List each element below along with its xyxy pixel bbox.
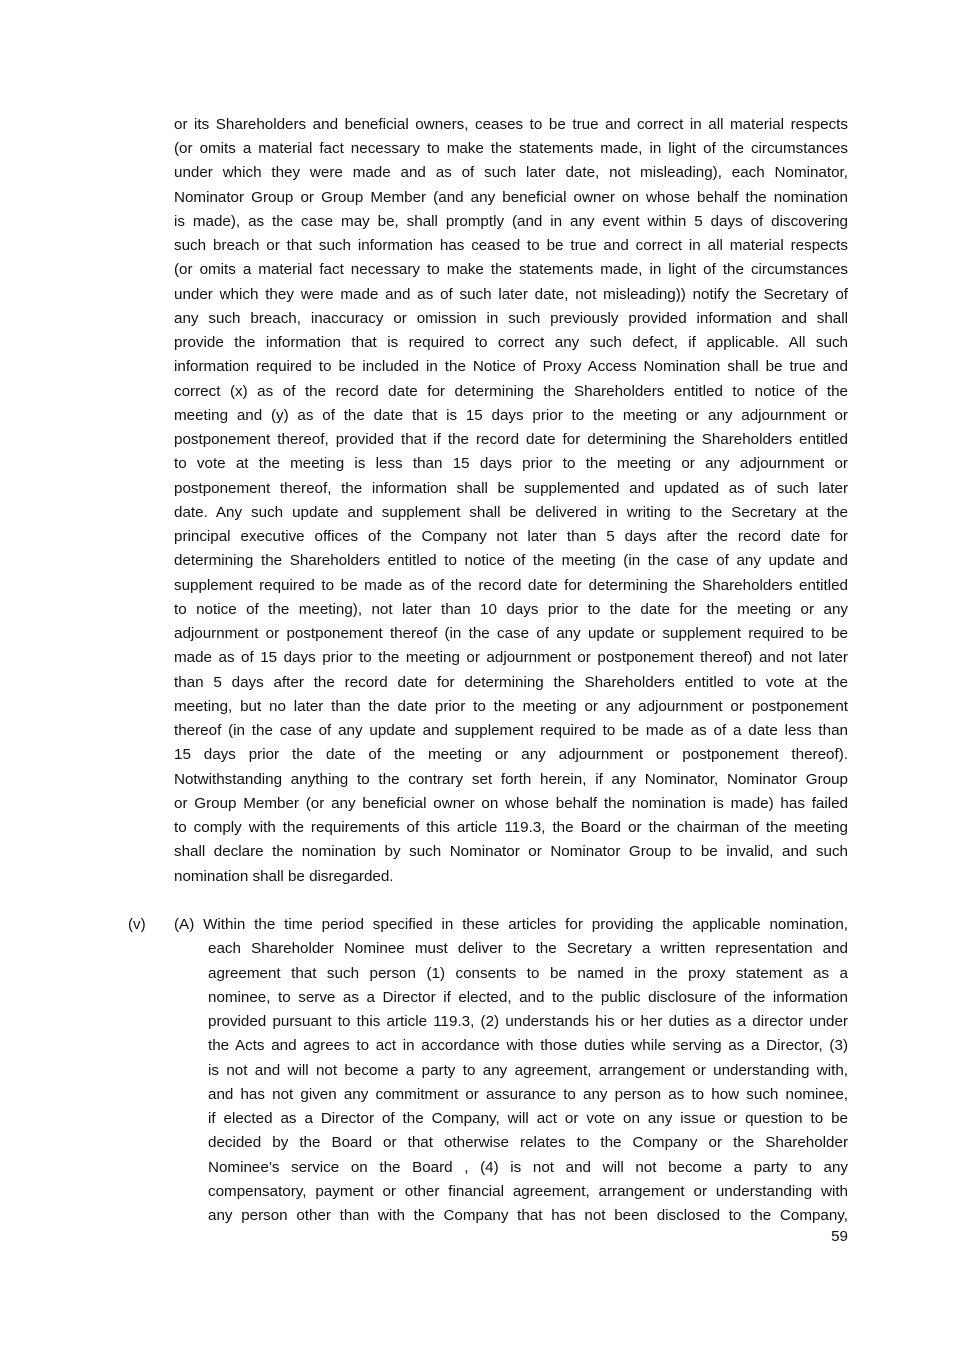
list-marker: (v) (128, 916, 146, 933)
text-line: than 5 days after the record date for determining the Shareholders entitled to vote at the (174, 674, 848, 691)
text-line: any such breach, inaccuracy or omission in such previously provided information and shall (174, 310, 848, 327)
text-line: postponement thereof, the information shall be supplemented and updated as of such later (174, 480, 848, 497)
text-line: or its Shareholders and beneficial owners, ceases to be true and correct in all material respects (174, 116, 848, 133)
text-line: under which they were made and as of such later date, not misleading)) notify the Secretary of (174, 286, 848, 303)
text-line: Nominee’s service on the Board , (4) is not and will not become a party to any (208, 1159, 848, 1176)
text-line: or Group Member (or any beneficial owner on whose behalf the nomination is made) has failed (174, 795, 848, 812)
text-line: Nominator Group or Group Member (and any beneficial owner on whose behalf the nomination (174, 189, 848, 206)
text-line: any person other than with the Company that has not been disclosed to the Company, (208, 1207, 848, 1224)
page-number: 59 (831, 1228, 848, 1245)
text-line: compensatory, payment or other financial agreement, arrangement or understanding with (208, 1183, 848, 1200)
text-line: made as of 15 days prior to the meeting or adjournment or postponement thereof) and not later (174, 649, 848, 666)
text-line: under which they were made and as of such later date, not misleading), each Nominator, (174, 164, 848, 181)
text-line: information required to be included in the Notice of Proxy Access Nomination shall be true and (174, 358, 848, 375)
text-line: is not and will not become a party to any agreement, arrangement or understanding with, (208, 1062, 848, 1079)
text-line: agreement that such person (1) consents to be named in the proxy statement as a (208, 965, 848, 982)
text-line: to vote at the meeting is less than 15 days prior to the meeting or any adjournment or (174, 455, 848, 472)
text-line: such breach or that such information has ceased to be true and correct in all material respects (174, 237, 848, 254)
text-line: (or omits a material fact necessary to make the statements made, in light of the circumstances (174, 140, 848, 157)
text-line: to notice of the meeting), not later than 10 days prior to the date for the meeting or any (174, 601, 848, 618)
text-line: each Shareholder Nominee must deliver to the Secretary a written representation and (208, 940, 848, 957)
text-line: provide the information that is required to correct any such defect, if applicable. All such (174, 334, 848, 351)
text-line: principal executive offices of the Company not later than 5 days after the record date for (174, 528, 848, 545)
text-line: if elected as a Director of the Company, will act or vote on any issue or question to be (208, 1110, 848, 1127)
text-line: and has not given any commitment or assurance to any person as to how such nominee, (208, 1086, 848, 1103)
text-line: postponement thereof, provided that if the record date for determining the Shareholders entitled (174, 431, 848, 448)
text-line: nominee, to serve as a Director if elected, and to the public disclosure of the information (208, 989, 848, 1006)
text-line: the Acts and agrees to act in accordance with those duties while serving as a Director, (3) (208, 1037, 848, 1054)
text-line: determining the Shareholders entitled to notice of the meeting (in the case of any update and (174, 552, 848, 569)
text-line: Notwithstanding anything to the contrary set forth herein, if any Nominator, Nominator Group (174, 771, 848, 788)
text-line: supplement required to be made as of the record date for determining the Shareholders entitled (174, 577, 848, 594)
text-line: nomination shall be disregarded. (174, 868, 394, 885)
text-line: meeting, but no later than the date prior to the meeting or any adjournment or postponement (174, 698, 848, 715)
text-line: date. Any such update and supplement shall be delivered in writing to the Secretary at the (174, 504, 848, 521)
text-line: adjournment or postponement thereof (in the case of any update or supplement required to be (174, 625, 848, 642)
text-line: provided pursuant to this article 119.3, (2) understands his or her duties as a director under (208, 1013, 848, 1030)
text-line: 15 days prior the date of the meeting or any adjournment or postponement thereof). (174, 746, 848, 763)
text-line: (or omits a material fact necessary to make the statements made, in light of the circumstances (174, 261, 848, 278)
text-line: shall declare the nomination by such Nominator or Nominator Group to be invalid, and such (174, 843, 848, 860)
text-line: to comply with the requirements of this article 119.3, the Board or the chairman of the meeting (174, 819, 848, 836)
text-line: thereof (in the case of any update and supplement required to be made as of a date less than (174, 722, 848, 739)
text-line: meeting and (y) as of the date that is 15 days prior to the meeting or any adjournment or (174, 407, 848, 424)
text-line: is made), as the case may be, shall promptly (and in any event within 5 days of discovering (174, 213, 848, 230)
text-line: decided by the Board or that otherwise relates to the Company or the Shareholder (208, 1134, 848, 1151)
text-line: (A) Within the time period specified in these articles for providing the applicable nomination, (174, 916, 848, 933)
text-line: correct (x) as of the record date for determining the Shareholders entitled to notice of the (174, 383, 848, 400)
